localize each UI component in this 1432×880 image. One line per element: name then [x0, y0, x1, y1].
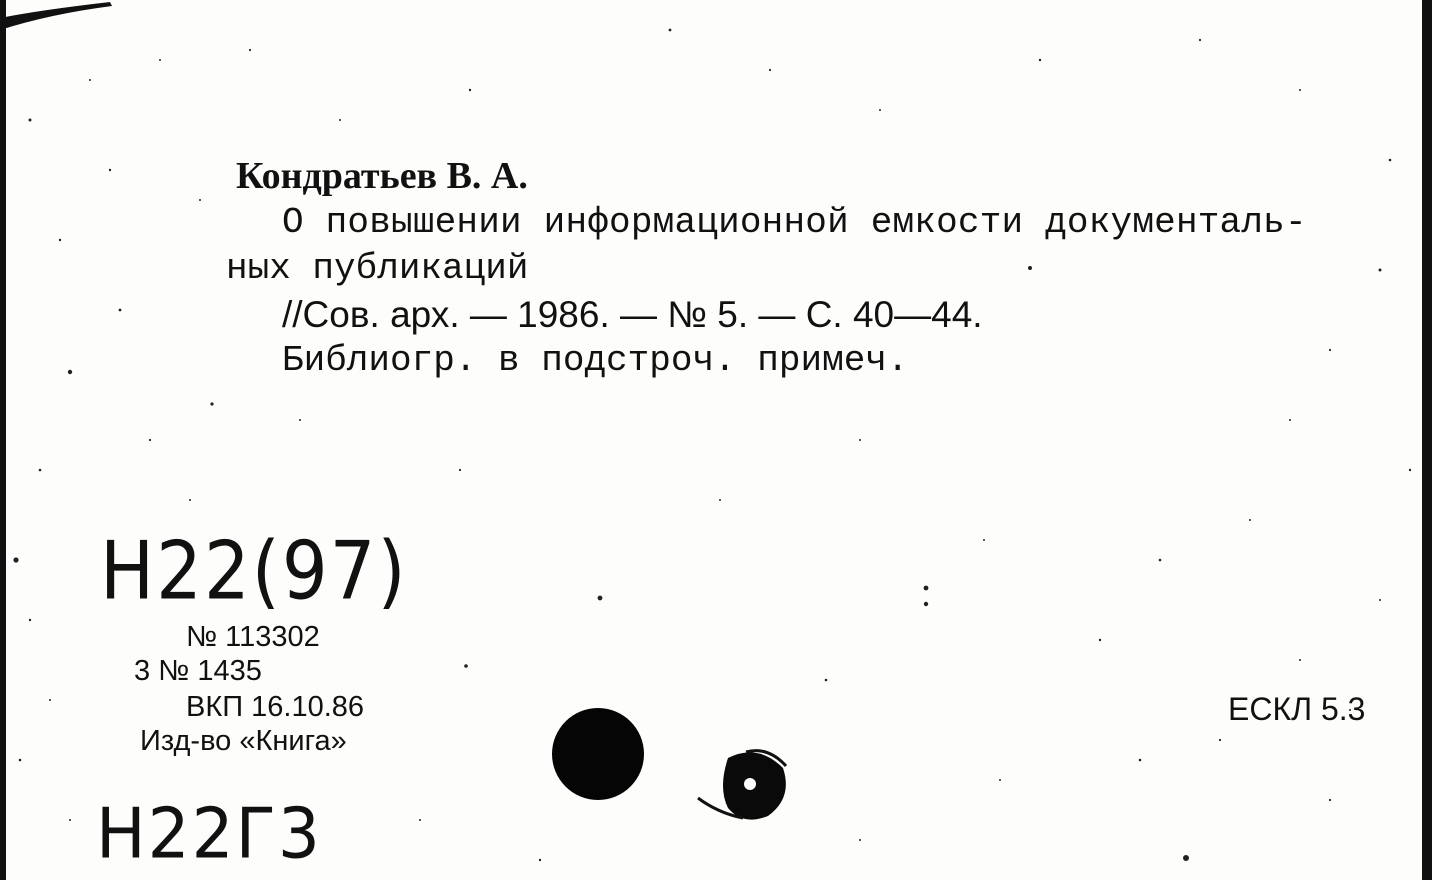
author-heading: Кондратьев В. А.	[236, 155, 528, 197]
torn-punch-hole	[688, 738, 798, 828]
handwritten-shelf-code: Н22Г3	[96, 793, 322, 875]
order-number: 3 № 1435	[134, 655, 262, 687]
card-left-edge	[0, 0, 6, 880]
bibliography-note: Библиогр. в подстроч. примеч.	[282, 340, 909, 381]
entry-number: № 113302	[186, 621, 320, 653]
title-line-1: О повышении информационной емкости документаль-	[282, 202, 1307, 243]
title-line-2: ных публикаций	[226, 248, 529, 289]
handwritten-classification-code: Н22(97)	[100, 523, 408, 618]
publisher: Изд-во «Книга»	[140, 725, 347, 757]
card-corner-smudge	[0, 0, 120, 40]
card-right-edge	[1422, 0, 1432, 880]
source-citation: //Сов. арх. — 1986. — № 5. — С. 40—44.	[282, 294, 983, 335]
punch-hole	[552, 708, 644, 800]
catalog-series-code: ЕСКЛ 5.3	[1228, 691, 1366, 727]
book-chamber-date: ВКП 16.10.86	[186, 691, 365, 723]
